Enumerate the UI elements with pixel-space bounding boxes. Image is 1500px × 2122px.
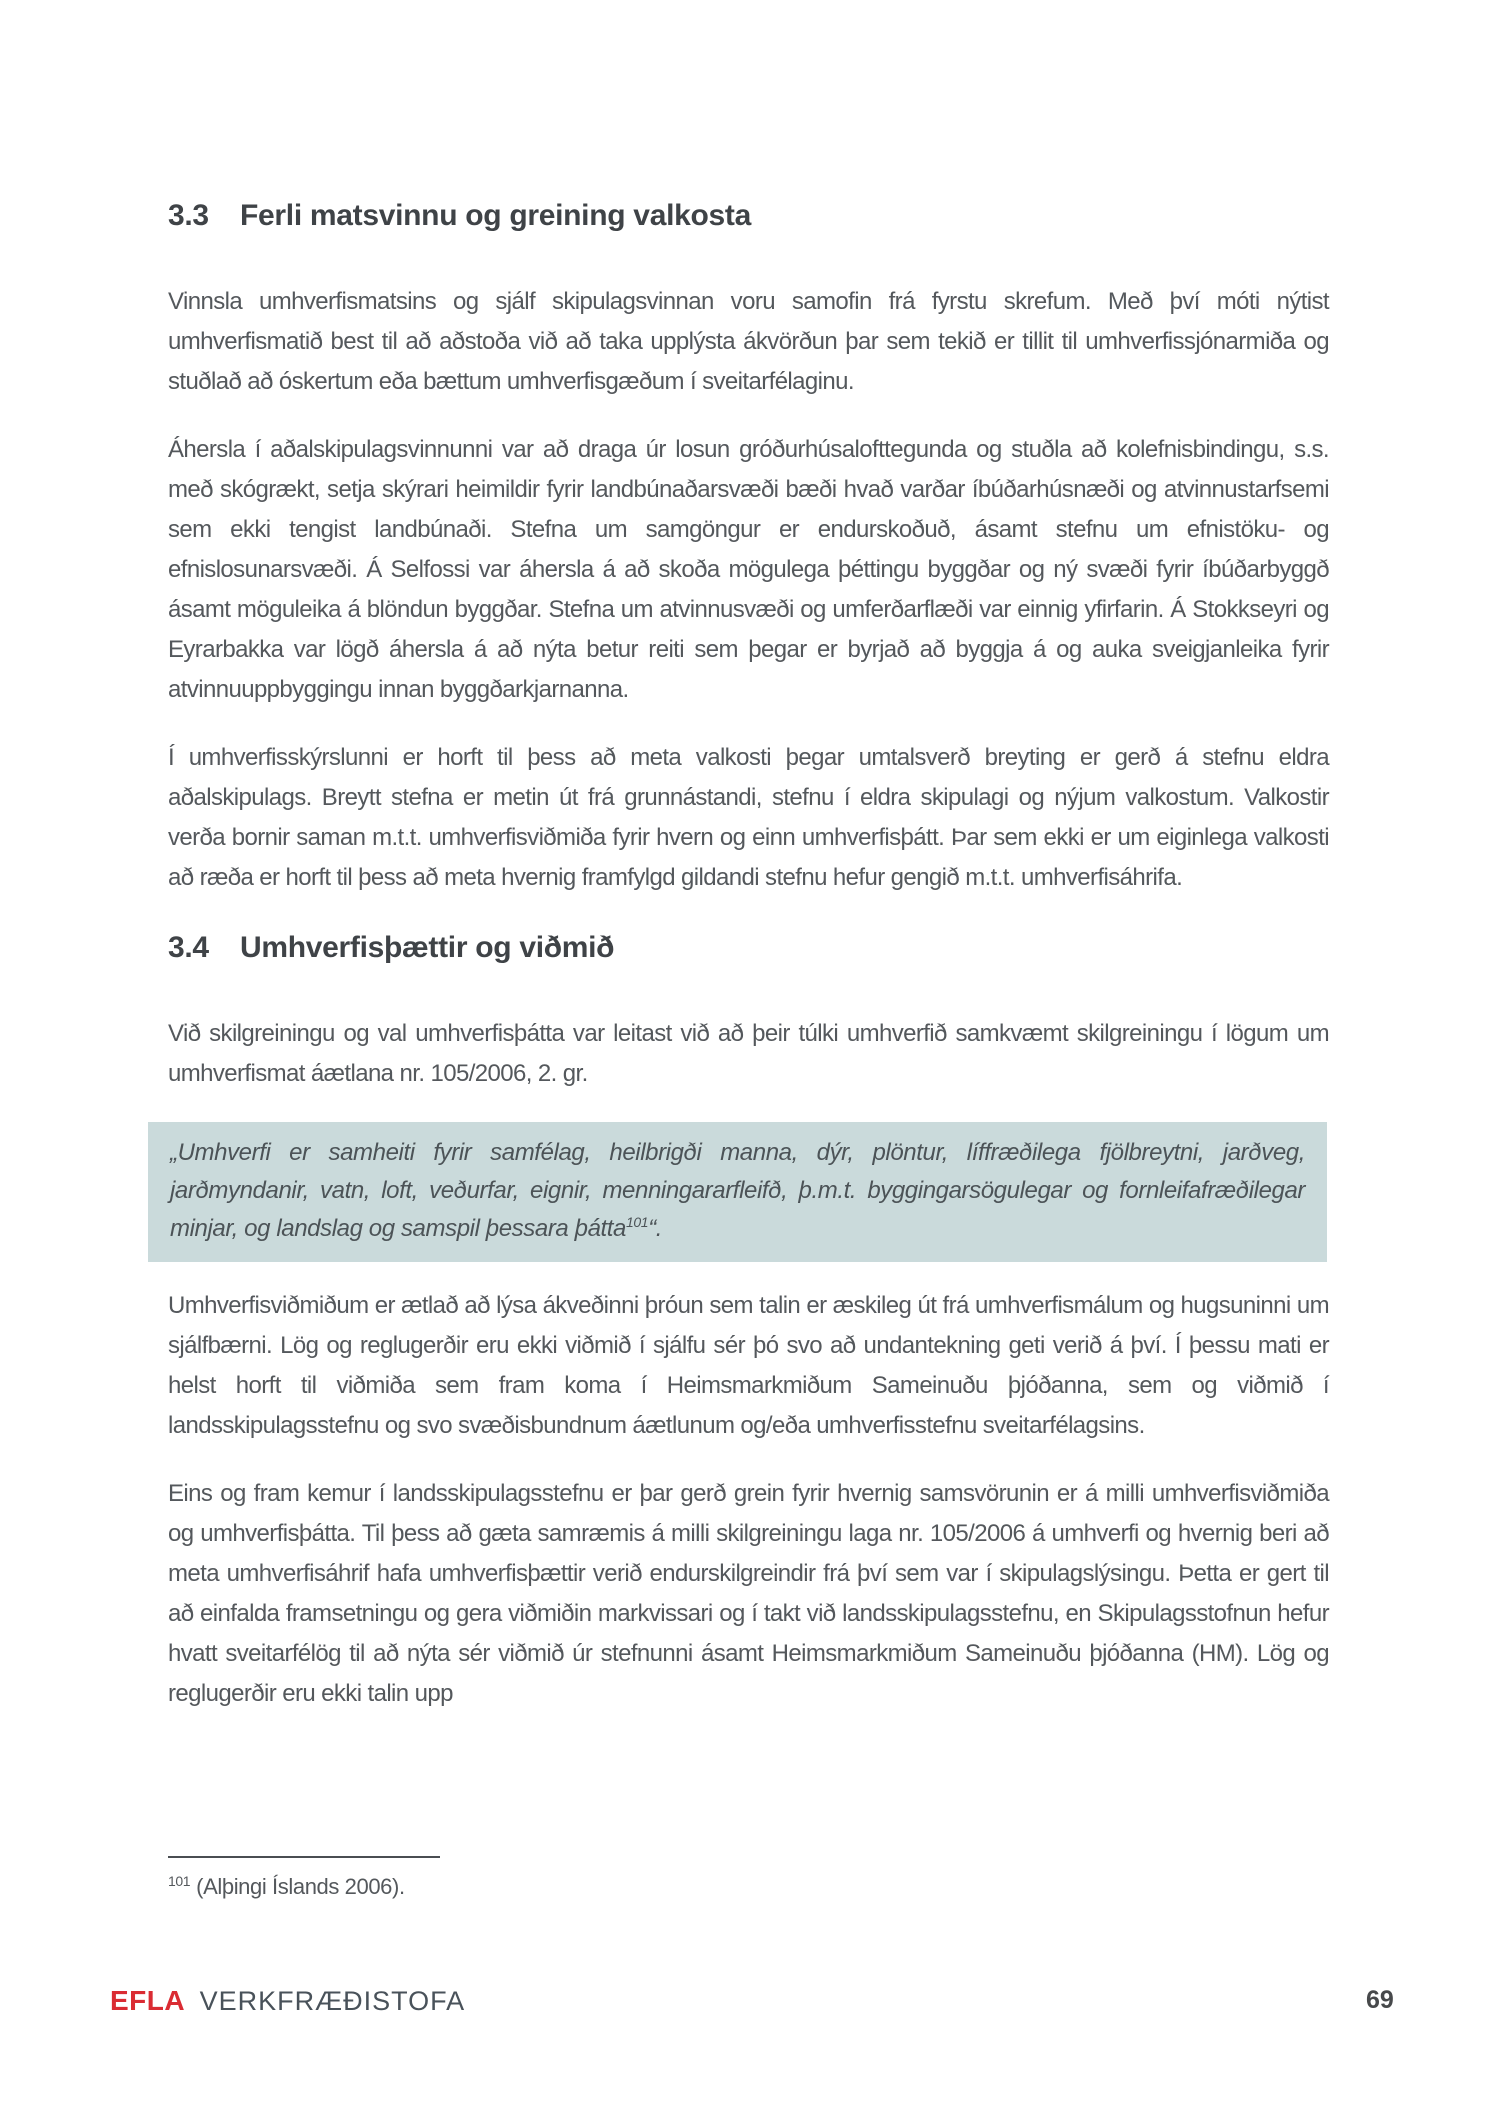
definition-quote-box — [148, 1122, 1327, 1262]
paragraph-factors-intro: Við skilgreiningu og val umhverfisþátta var leitast við að þeir túlki umhverfið samkvæmt skilgreiningu í lögum um umhverfismat áætlana nr. 105/2006, 2. gr. — [168, 1020, 1329, 1087]
paragraph-process-1: Vinnsla umhverfismatsins og sjálf skipulagsvinnan voru samofin frá fyrstu skrefum. Með því móti nýtist umhverfismatið best til að aðstoða við að taka upplýsta ákvörðun þar sem tekið er tillit til umhverfissjónarmiða og stuðlað að óskertum eða bættum umhverfisgæðum í sveitarfélaginu. — [168, 288, 1329, 395]
footnote-citation: (Alþingi Íslands 2006). — [196, 1874, 405, 1899]
paragraph-criteria-1: Umhverfisviðmiðum er ætlað að lýsa ákveðinni þróun sem talin er æskileg út frá umhverfismálum og hugsuninni um sjálfbærni. Lög og reglugerðir eru ekki viðmið í sjálfu sér þó svo að undantekning geti verið á því. Í þessu mati er helst horft til viðmiða sem fram koma í Heimsmarkmiðum Sameinuðu þjóðanna, sem og viðmið í landsskipulagsstefnu og svo svæðisbundnum áætlunum og/eða umhverfisstefnu sveitarfélagsins. — [168, 1292, 1329, 1439]
section-heading-3-4 — [168, 930, 1329, 966]
footnote-marker: 101 — [168, 1872, 191, 1889]
paragraph-process-2: Áhersla í aðalskipulagsvinnunni var að draga úr losun gróðurhúsalofttegunda og stuðla að kolefnisbindingu, s.s. með skógrækt, setja skýrari heimildir fyrir landbúnaðarsvæði bæði hvað varðar íbúðarhúsnæði og atvinnustarfsemi sem ekki tengist landbúnaði. Stefna um samgöngur er endurskoðuð, ásamt stefnu um efnistöku- og efnislosunarsvæði. Á Selfossi var áhersla á að skoða mögulega þéttingu byggðar og ný svæði fyrir íbúðarbyggð ásamt möguleika á blöndun byggðar. Stefna um atvinnusvæði og umferðarflæði var einnig yfirfarin. Á Stokkseyri og Eyrarbakka var lögð áhersla á að nýta betur reiti sem þegar er byrjað að byggja á og auka sveigjanleika fyrir atvinnuuppbyggingu innan byggðarkjarnanna. — [168, 436, 1329, 703]
section-number-3-3: 3.3 — [168, 199, 209, 232]
efla-logo-suffix: VERKFRÆÐISTOFA — [199, 1986, 466, 2016]
quote-closing: “. — [648, 1215, 663, 1242]
section-heading-3-3 — [168, 198, 1329, 234]
section-title-3-4: Umhverfisþættir og viðmið — [240, 931, 615, 964]
page-number: 69 — [1366, 1986, 1394, 2014]
paragraph-criteria-2: Eins og fram kemur í landsskipulagsstefnu er þar gerð grein fyrir hvernig samsvörunin er á milli umhverfisviðmiða og umhverfisþátta. Til þess að gæta samræmis á milli skilgreiningu laga nr. 105/2006 á umhverfi og hvernig beri að meta umhverfisáhrif hafa umhverfisþættir verið endurskilgreindir frá því sem var í skipulagslýsingu. Þetta er gert til að einfalda framsetningu og gera viðmiðin markvissari og í takt við landsskipulagsstefnu, en Skipulagsstofnun hefur hvatt sveitarfélög til að nýta sér viðmið úr stefnunni ásamt Heimsmarkmiðum Sameinuðu þjóðanna (HM). Lög og reglugerðir eru ekki talin upp — [168, 1480, 1329, 1707]
footnote-separator — [168, 1856, 440, 1858]
footnote-reference: 101 — [626, 1214, 649, 1230]
footnote-area — [168, 1856, 1329, 1902]
efla-logo: EFLA — [110, 1985, 186, 2016]
footnote-text — [168, 1872, 1329, 1902]
page-content — [168, 0, 1329, 1742]
page-footer — [110, 1985, 465, 2017]
quote-text: „Umhverfi er samheiti fyrir samfélag, heilbrigði manna, dýr, plöntur, líffræðilega fjölbreytni, jarðveg, jarðmyndanir, vatn, loft, veðurfar, eignir, menningararfleifð, þ.m.t. byggingarsögulegar og fornleifafræðilegar minjar, og landslag og samspil þessara þátta — [170, 1139, 1305, 1242]
paragraph-process-3: Í umhverfisskýrslunni er horft til þess að meta valkosti þegar umtalsverð breyting er gerð á stefnu eldra aðalskipulags. Breytt stefna er metin út frá grunnástandi, stefnu í eldra skipulagi og nýjum valkostum. Valkostir verða bornir saman m.t.t. umhverfisviðmiða fyrir hvern og einn umhverfisþátt. Þar sem ekki er um eiginlega valkosti að ræða er horft til þess að meta hvernig framfylgd gildandi stefnu hefur gengið m.t.t. umhverfisáhrifa. — [168, 744, 1329, 891]
section-number-3-4: 3.4 — [168, 931, 209, 964]
section-title-3-3: Ferli matsvinnu og greining valkosta — [240, 199, 751, 232]
